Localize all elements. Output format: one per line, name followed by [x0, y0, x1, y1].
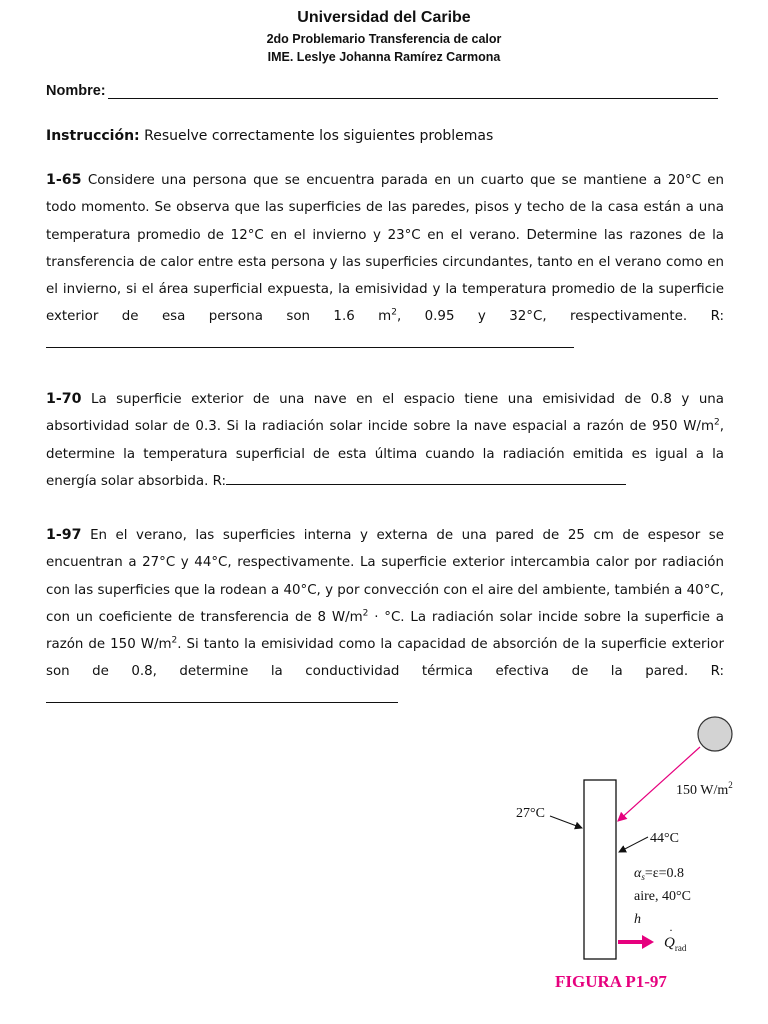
- answer-line[interactable]: [46, 337, 574, 348]
- instruction-text: Resuelve correctamente los siguientes problemas: [144, 128, 494, 144]
- problem-text: , 0.95 y 32°C, respectivamente. R:: [396, 309, 725, 325]
- problem-text: . Si tanto la emisividad como la capacidad de absorción de la superficie exterior son de 0.8, determine la conductividad térmica efectiva de la pared. R:: [46, 637, 724, 680]
- answer-line[interactable]: [46, 692, 398, 703]
- q-rad-arrowhead: [642, 935, 654, 949]
- outer-temp-pointer: [619, 837, 648, 852]
- instruction: [46, 128, 493, 144]
- instruction-label: Instrucción:: [46, 128, 140, 144]
- university-title: Universidad del Caribe: [297, 9, 471, 26]
- superscript: 2: [362, 608, 369, 619]
- nombre-line[interactable]: [108, 84, 718, 99]
- problem-1-70: [46, 386, 724, 495]
- sun-icon: [698, 717, 732, 751]
- nombre-label: Nombre:: [46, 83, 106, 99]
- superscript: 2: [171, 635, 178, 646]
- problem-number: 1-70: [46, 391, 82, 407]
- wall: [584, 780, 616, 959]
- outer-temp-label: 44°C: [650, 831, 679, 846]
- figure-caption: FIGURA P1-97: [555, 972, 667, 991]
- problem-1-65: [46, 167, 724, 358]
- inner-temp-label: 27°C: [516, 806, 545, 821]
- author-line: IME. Leslye Johanna Ramírez Carmona: [267, 50, 501, 64]
- h-label: h: [634, 912, 641, 927]
- problem-text: En el verano, las superficies interna y externa de una pared de 25 cm de espesor se encuentran a 27°C y 44°C, respectivamente. La superficie exterior intercambia calor por radiación con las superficies que la rodean a 40°C, y por convección con el aire del ambiente, también a 40°C, con un coeficiente de transferencia de 8 W/m: [46, 528, 724, 625]
- problem-text: , determine la temperatura superficial de esta última cuando la radiación emitida es igual a la energía solar absorbida. R:: [46, 419, 724, 489]
- superscript: 2: [714, 417, 720, 428]
- answer-line[interactable]: [226, 474, 626, 485]
- air-label: aire, 40°C: [634, 889, 691, 904]
- problem-text: Considere una persona que se encuentra parada en un cuarto que se mantiene a 20°C en todo momento. Se observa que las superficies de las paredes, pisos y techo de la casa están a una temperatura promedio de 12°C en el invierno y 23°C en el verano. Determine las razones de la transferencia de calor entre esta persona y las superficies circundantes, tanto en el verano como en el invierno, si el área superficial expuesta, la emisividad y la temperatura promedio de la superficie exterior de esa persona son 1.6 m: [46, 173, 724, 325]
- document-subtitle: 2do Problemario Transferencia de calor: [266, 32, 502, 46]
- problem-number: 1-65: [46, 172, 82, 188]
- superscript: 2: [391, 308, 397, 319]
- problem-number: 1-97: [46, 527, 82, 543]
- q-dot: ·: [669, 923, 673, 937]
- nombre-field[interactable]: [46, 83, 718, 99]
- problem-text: · °C. La radiación solar incide sobre la superficie a razón de 150 W/m: [46, 609, 724, 653]
- q-rad-label: $Q_{rad}$: [664, 935, 687, 953]
- emissivity-label: $\alpha_s=\varepsilon=0.8$: [634, 866, 685, 882]
- solar-flux-label: 150 $W/m^2$: [676, 780, 733, 798]
- inner-temp-pointer: [550, 816, 582, 828]
- figure-p1-97: [500, 705, 768, 1005]
- problem-1-97: [46, 522, 724, 713]
- problem-text: La superficie exterior de una nave en el espacio tiene una emisividad de 0.8 y una absortividad solar de 0.3. Si la radiación solar incide sobre la nave espacial a razón de 950 W/m: [46, 392, 724, 435]
